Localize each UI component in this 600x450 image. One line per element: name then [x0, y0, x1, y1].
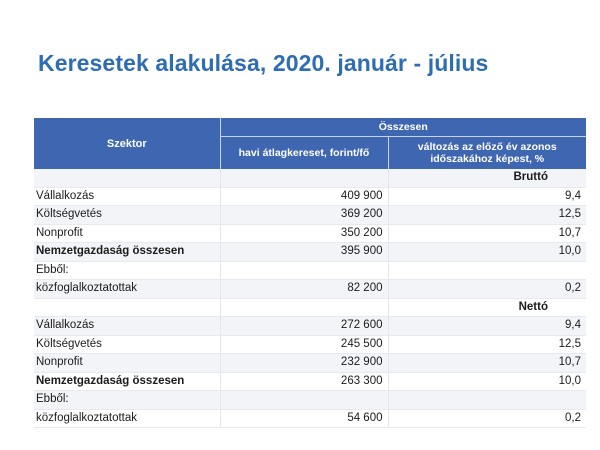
row-change-percent	[388, 261, 586, 280]
row-avg-earnings: 409 900	[220, 187, 388, 206]
row-change-percent: 10,0	[388, 243, 586, 262]
row-sector-label: Nonprofit	[34, 354, 220, 373]
row-change-percent	[388, 391, 586, 410]
row-avg-earnings: 54 600	[220, 409, 388, 428]
row-sector-label: Nonprofit	[34, 224, 220, 243]
table-row	[34, 280, 586, 299]
row-sector-label: Ebből:	[34, 391, 220, 410]
row-avg-earnings	[220, 261, 388, 280]
row-change-percent: 10,0	[388, 372, 586, 391]
table-row	[34, 206, 586, 225]
row-sector-label: Költségvetés	[34, 335, 220, 354]
row-sector-label: Vállalkozás	[34, 317, 220, 336]
section-label: Bruttó	[388, 169, 586, 187]
row-avg-earnings: 232 900	[220, 354, 388, 373]
row-sector-label: közfoglalkoztatottak	[34, 409, 220, 428]
row-avg-earnings: 263 300	[220, 372, 388, 391]
row-change-percent: 10,7	[388, 354, 586, 373]
row-change-percent: 0,2	[388, 280, 586, 299]
row-sector-label: közfoglalkoztatottak	[34, 280, 220, 299]
header-total: Összesen	[220, 118, 586, 137]
row-avg-earnings	[220, 391, 388, 410]
table-row	[34, 317, 586, 336]
row-avg-earnings: 395 900	[220, 243, 388, 262]
table-row	[34, 354, 586, 373]
section-row	[34, 169, 586, 187]
section-empty-cell	[34, 298, 220, 317]
row-avg-earnings: 369 200	[220, 206, 388, 225]
row-change-percent: 9,4	[388, 187, 586, 206]
row-change-percent: 0,2	[388, 409, 586, 428]
table-row	[34, 187, 586, 206]
row-avg-earnings: 272 600	[220, 317, 388, 336]
row-change-percent: 9,4	[388, 317, 586, 336]
earnings-table	[34, 118, 586, 428]
section-empty-cell	[34, 169, 220, 187]
table-header	[34, 118, 586, 169]
table-row	[34, 391, 586, 410]
header-change-percent: változás az előző év azonos időszakához képest, %	[388, 137, 586, 170]
row-avg-earnings: 82 200	[220, 280, 388, 299]
earnings-table-container	[34, 118, 586, 428]
row-change-percent: 12,5	[388, 206, 586, 225]
row-change-percent: 12,5	[388, 335, 586, 354]
table-row	[34, 372, 586, 391]
page-title: Keresetek alakulása, 2020. január - július	[38, 50, 489, 76]
row-change-percent: 10,7	[388, 224, 586, 243]
header-avg-earnings: havi átlagkereset, forint/fő	[220, 137, 388, 170]
table-row	[34, 335, 586, 354]
row-sector-label: Ebből:	[34, 261, 220, 280]
header-sector: Szektor	[34, 118, 220, 169]
row-sector-label: Nemzetgazdaság összesen	[34, 243, 220, 262]
row-sector-label: Vállalkozás	[34, 187, 220, 206]
row-avg-earnings: 350 200	[220, 224, 388, 243]
table-row	[34, 224, 586, 243]
table-body	[34, 169, 586, 428]
table-row	[34, 261, 586, 280]
table-row	[34, 243, 586, 262]
table-row	[34, 409, 586, 428]
section-empty-cell	[220, 298, 388, 317]
section-empty-cell	[220, 169, 388, 187]
row-avg-earnings: 245 500	[220, 335, 388, 354]
row-sector-label: Nemzetgazdaság összesen	[34, 372, 220, 391]
row-sector-label: Költségvetés	[34, 206, 220, 225]
section-label: Nettó	[388, 298, 586, 317]
section-row	[34, 298, 586, 317]
